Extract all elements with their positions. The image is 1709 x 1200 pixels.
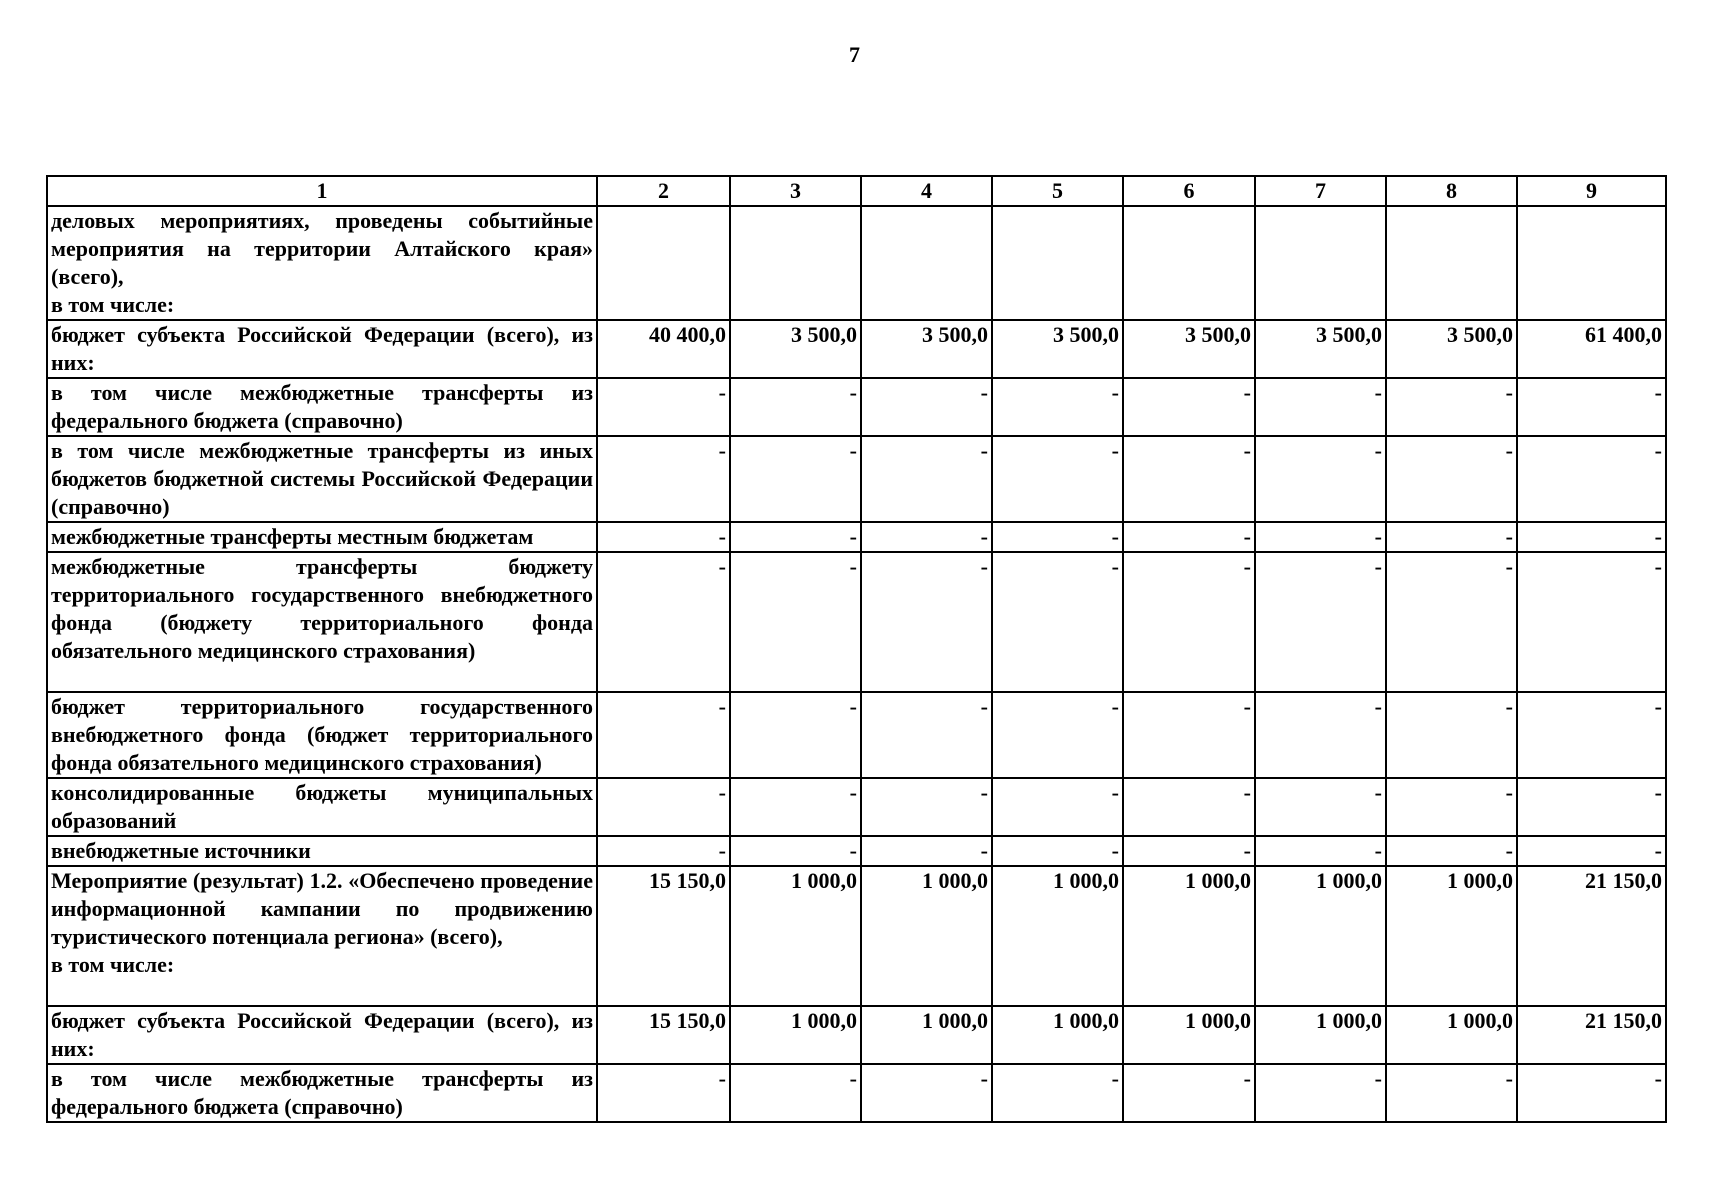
value-cell: - [992, 1064, 1123, 1122]
value-cell: 40 400,0 [597, 320, 730, 378]
value-cell: - [1255, 378, 1386, 436]
value-cell: 1 000,0 [861, 1006, 992, 1064]
value-cell [1386, 206, 1517, 320]
row-label: в том числе межбюджетные трансферты из федерального бюджета (справочно) [47, 378, 597, 436]
value-cell: 3 500,0 [1123, 320, 1255, 378]
value-cell: 21 150,0 [1517, 1006, 1666, 1064]
value-cell: - [1386, 836, 1517, 866]
value-cell: - [1386, 1064, 1517, 1122]
value-cell: - [1517, 836, 1666, 866]
value-cell: 21 150,0 [1517, 866, 1666, 1006]
value-cell: 1 000,0 [1123, 1006, 1255, 1064]
value-cell: 3 500,0 [1386, 320, 1517, 378]
value-cell: - [1386, 522, 1517, 552]
table-body [47, 206, 1666, 1122]
row-label: в том числе межбюджетные трансферты из федерального бюджета (справочно) [47, 1064, 597, 1122]
value-cell: - [992, 522, 1123, 552]
value-cell: - [597, 1064, 730, 1122]
value-cell: - [1123, 692, 1255, 778]
value-cell [730, 206, 861, 320]
value-cell: - [992, 436, 1123, 522]
value-cell: - [597, 692, 730, 778]
value-cell: - [1386, 552, 1517, 692]
row-label: внебюджетные источники [47, 836, 597, 866]
value-cell: - [992, 552, 1123, 692]
value-cell: - [730, 1064, 861, 1122]
value-cell: 1 000,0 [992, 866, 1123, 1006]
value-cell: - [1123, 522, 1255, 552]
table-row [47, 436, 1666, 522]
value-cell: - [1255, 522, 1386, 552]
value-cell: - [992, 836, 1123, 866]
table-row [47, 206, 1666, 320]
table-row [47, 1064, 1666, 1122]
value-cell: - [1517, 436, 1666, 522]
table-row [47, 866, 1666, 1006]
value-cell: - [1517, 692, 1666, 778]
value-cell [992, 206, 1123, 320]
value-cell: 3 500,0 [1255, 320, 1386, 378]
value-cell: 1 000,0 [730, 866, 861, 1006]
column-header: 5 [992, 176, 1123, 206]
page-number: 7 [849, 42, 860, 67]
row-label: бюджет субъекта Российской Федерации (всего), из них: [47, 320, 597, 378]
column-header: 9 [1517, 176, 1666, 206]
value-cell: - [861, 436, 992, 522]
value-cell: - [597, 522, 730, 552]
value-cell: - [1255, 1064, 1386, 1122]
row-label: Мероприятие (результат) 1.2. «Обеспечено проведение информационной кампании по продвижению туристического потенциала региона» (всего), в том числе: [47, 866, 597, 1006]
value-cell: - [730, 778, 861, 836]
table-row [47, 1006, 1666, 1064]
value-cell: - [730, 378, 861, 436]
value-cell: - [597, 436, 730, 522]
column-header: 2 [597, 176, 730, 206]
column-header: 1 [47, 176, 597, 206]
value-cell: - [992, 692, 1123, 778]
value-cell: 1 000,0 [1255, 1006, 1386, 1064]
row-label: в том числе межбюджетные трансферты из иных бюджетов бюджетной системы Российской Федерации (справочно) [47, 436, 597, 522]
value-cell: - [1123, 1064, 1255, 1122]
row-label: консолидированные бюджеты муниципальных образований [47, 778, 597, 836]
value-cell [597, 206, 730, 320]
value-cell: - [730, 836, 861, 866]
value-cell: - [1123, 378, 1255, 436]
value-cell: - [1123, 778, 1255, 836]
value-cell: 15 150,0 [597, 1006, 730, 1064]
value-cell: 1 000,0 [992, 1006, 1123, 1064]
value-cell: - [730, 692, 861, 778]
table-row [47, 552, 1666, 692]
value-cell: 1 000,0 [1255, 866, 1386, 1006]
value-cell: - [1386, 378, 1517, 436]
row-label: деловых мероприятиях, проведены событийные мероприятия на территории Алтайского края» (всего), в том числе: [47, 206, 597, 320]
value-cell [861, 206, 992, 320]
value-cell: 3 500,0 [730, 320, 861, 378]
value-cell: - [861, 836, 992, 866]
value-cell: - [1517, 1064, 1666, 1122]
table-row [47, 320, 1666, 378]
value-cell: - [730, 436, 861, 522]
value-cell: - [1517, 778, 1666, 836]
value-cell: - [1517, 552, 1666, 692]
column-header: 7 [1255, 176, 1386, 206]
value-cell: 1 000,0 [1386, 1006, 1517, 1064]
table-row [47, 378, 1666, 436]
budget-table [46, 175, 1667, 1123]
value-cell: - [861, 552, 992, 692]
value-cell [1255, 206, 1386, 320]
value-cell: - [597, 778, 730, 836]
value-cell: - [730, 552, 861, 692]
table-header-row [47, 176, 1666, 206]
value-cell: 1 000,0 [1386, 866, 1517, 1006]
row-label: бюджет территориального государственного внебюджетного фонда (бюджет территориального фонда обязательного медицинского страхования) [47, 692, 597, 778]
value-cell: - [597, 378, 730, 436]
row-label: межбюджетные трансферты местным бюджетам [47, 522, 597, 552]
value-cell: - [1255, 778, 1386, 836]
value-cell: - [861, 378, 992, 436]
value-cell: - [597, 552, 730, 692]
table-row [47, 692, 1666, 778]
row-label: бюджет субъекта Российской Федерации (всего), из них: [47, 1006, 597, 1064]
column-header: 3 [730, 176, 861, 206]
value-cell: - [1517, 378, 1666, 436]
value-cell: - [1255, 692, 1386, 778]
value-cell: - [1255, 436, 1386, 522]
value-cell: - [1123, 436, 1255, 522]
column-header: 4 [861, 176, 992, 206]
value-cell: - [992, 378, 1123, 436]
value-cell: - [1123, 552, 1255, 692]
value-cell: - [861, 778, 992, 836]
value-cell: - [1123, 836, 1255, 866]
value-cell: 1 000,0 [861, 866, 992, 1006]
value-cell: - [861, 522, 992, 552]
value-cell [1517, 206, 1666, 320]
value-cell: - [861, 692, 992, 778]
value-cell: - [1255, 552, 1386, 692]
value-cell: - [597, 836, 730, 866]
value-cell: - [1386, 436, 1517, 522]
value-cell: 1 000,0 [1123, 866, 1255, 1006]
value-cell: - [861, 1064, 992, 1122]
value-cell: - [1255, 836, 1386, 866]
table-row [47, 778, 1666, 836]
value-cell: 3 500,0 [861, 320, 992, 378]
value-cell: 1 000,0 [730, 1006, 861, 1064]
value-cell: - [992, 778, 1123, 836]
column-header: 6 [1123, 176, 1255, 206]
value-cell: 61 400,0 [1517, 320, 1666, 378]
value-cell: - [1517, 522, 1666, 552]
column-header: 8 [1386, 176, 1517, 206]
table-row [47, 522, 1666, 552]
value-cell: - [1386, 778, 1517, 836]
row-label: межбюджетные трансферты бюджету территориального государственного внебюджетного фонда (бюджету территориального фонда обязательного медицинского страхования) [47, 552, 597, 692]
table-row [47, 836, 1666, 866]
value-cell: - [1386, 692, 1517, 778]
value-cell: - [730, 522, 861, 552]
value-cell [1123, 206, 1255, 320]
value-cell: 15 150,0 [597, 866, 730, 1006]
value-cell: 3 500,0 [992, 320, 1123, 378]
